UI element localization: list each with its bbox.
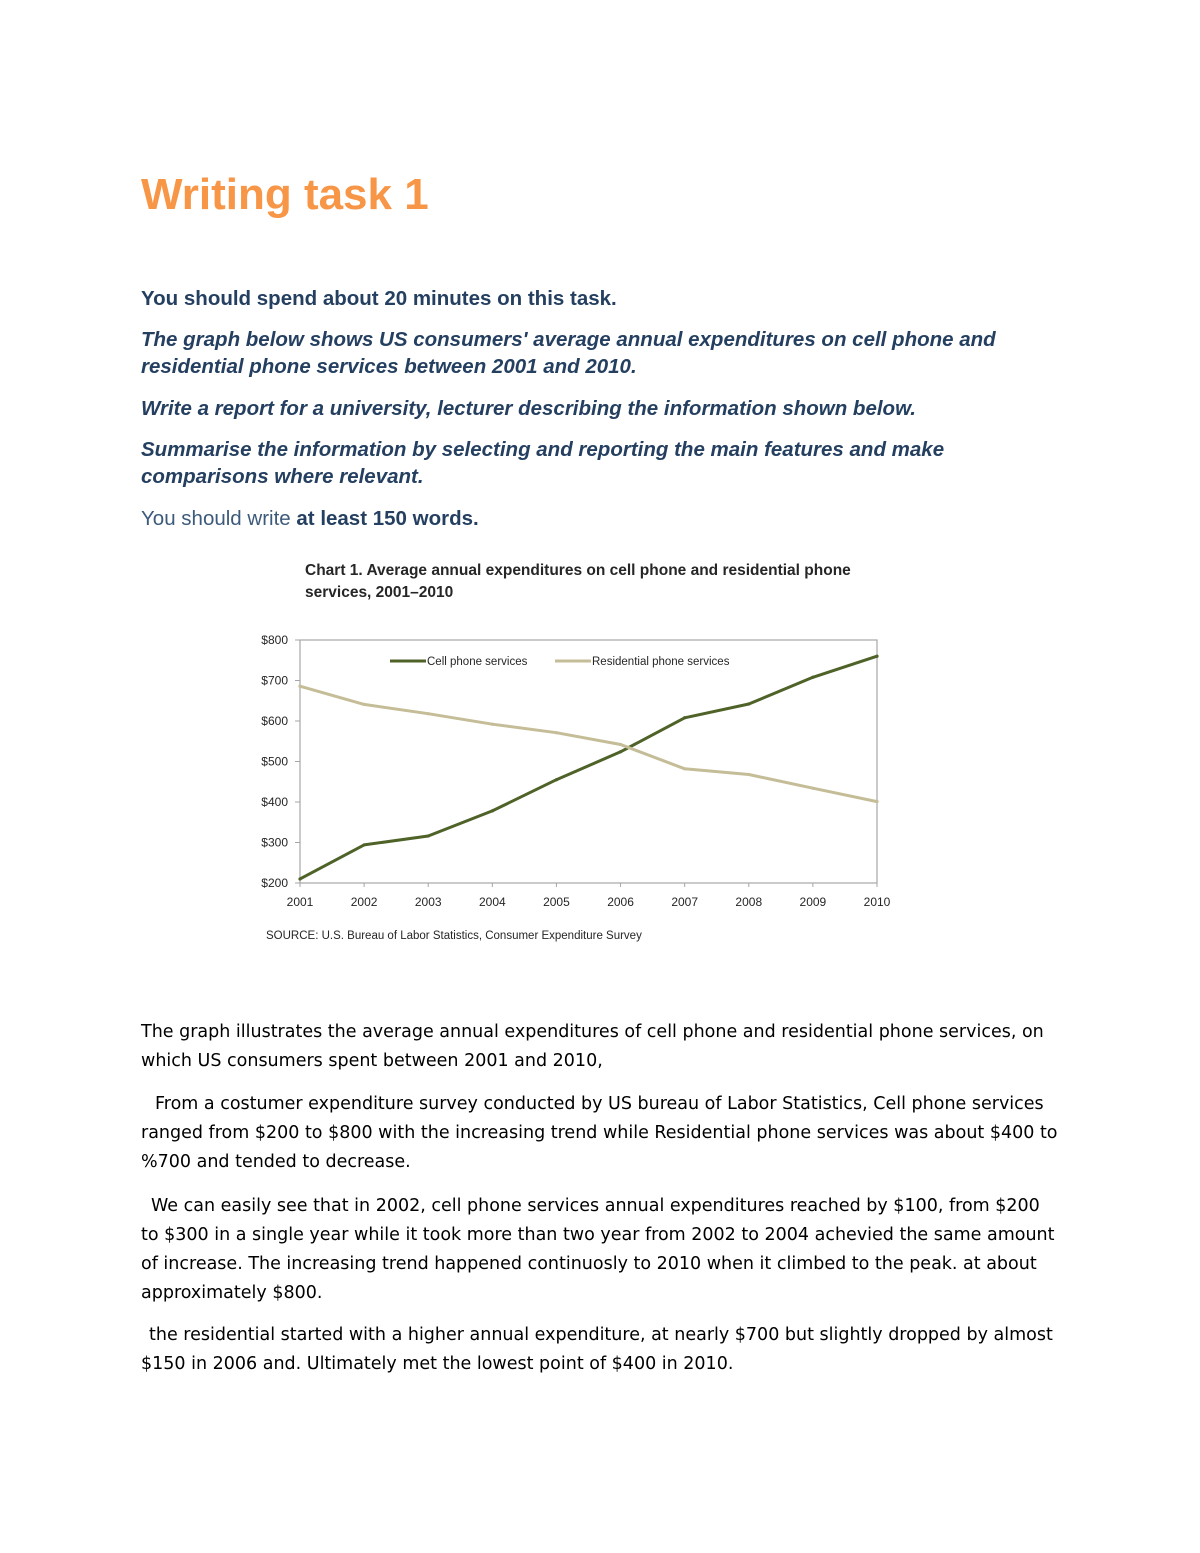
chart-lines: [298, 655, 878, 881]
data-point: [555, 731, 558, 734]
word-count-requirement: at least 150 words.: [296, 507, 479, 530]
essay-paragraph-1: The graph illustrates the average annual expenditures of cell phone and residential phone services, on which US consumers spent between 2001 and 2010,: [141, 1022, 1044, 1071]
data-point: [298, 877, 301, 880]
instruction-summarise: Summarise the information by selecting and reporting the main features and make comparisons where relevant.: [141, 438, 945, 488]
legend-label: Residential phone services: [592, 656, 730, 668]
instruction-report: Write a report for a university, lecturer describing the information shown below.: [141, 397, 916, 420]
chart-source: SOURCE: U.S. Bureau of Labor Statistics, Consumer Expenditure Survey: [266, 930, 642, 942]
data-point: [619, 743, 622, 746]
plot-area-frame: [300, 640, 877, 883]
chart-legend: [390, 656, 730, 668]
data-point: [747, 702, 750, 705]
y-tick-label: $500: [261, 754, 288, 769]
data-point: [427, 712, 430, 715]
y-tick-label: $300: [261, 835, 288, 850]
chart-title: Chart 1. Average annual expenditures on cell phone and residential phone services, 2001–2010: [305, 562, 851, 601]
y-tick-label: $200: [261, 876, 288, 890]
x-tick-label: 2010: [863, 895, 891, 909]
data-point: [811, 676, 814, 679]
data-point: [811, 787, 814, 790]
x-tick-label: 2005: [543, 895, 570, 909]
instruction-graph: The graph below shows US consumers' average annual expenditures on cell phone and residential phone services between 2001 and 2010.: [141, 328, 996, 378]
data-point: [298, 685, 301, 688]
instruction-word-count: [141, 505, 1041, 532]
y-tick-label: $600: [261, 714, 288, 728]
x-tick-label: 2001: [286, 895, 314, 909]
x-tick-label: 2006: [607, 895, 634, 909]
data-point: [747, 773, 750, 776]
instruction-time: You should spend about 20 minutes on this task.: [141, 287, 617, 310]
series-line-cell-phone: [300, 656, 877, 879]
line-chart: [240, 620, 920, 920]
word-count-prefix: You should write: [141, 507, 291, 530]
x-tick-label: 2002: [350, 895, 378, 909]
x-tick-label: 2004: [478, 895, 506, 909]
y-tick-label: $800: [261, 633, 288, 647]
x-tick-label: 2009: [799, 895, 827, 909]
series-line-residential: [300, 686, 877, 801]
data-point: [683, 716, 686, 719]
essay-paragraph-3: We can easily see that in 2002, cell phone services annual expenditures reached by $100, from $200 to $300 in a single year while it took more than two year from 2002 to 2004 achevied the same amount of increase. The increasing trend happened continuosly to 2010 when it climbed to the peak. at about approximately $800.: [141, 1196, 1055, 1303]
data-point: [491, 723, 494, 726]
page-title: Writing task 1: [141, 170, 429, 219]
x-tick-label: 2003: [414, 895, 442, 909]
y-tick-label: $700: [261, 673, 288, 688]
data-point: [363, 703, 366, 706]
data-point: [491, 809, 494, 812]
data-point: [427, 834, 430, 837]
essay-paragraph-2: From a costumer expenditure survey conducted by US bureau of Labor Statistics, Cell phone services ranged from $200 to $800 with the increasing trend while Residential phone services was about $400 to %700 and tended to decrease.: [141, 1094, 1058, 1172]
data-point: [875, 800, 878, 803]
x-tick-label: 2007: [671, 895, 699, 909]
essay-paragraph-4: the residential started with a higher annual expenditure, at nearly $700 but slightly dropped by almost $150 in 2006 and. Ultimately met the lowest point of $400 in 2010.: [141, 1325, 1053, 1374]
x-tick-label: 2008: [735, 895, 763, 909]
data-point: [683, 767, 686, 770]
data-point: [875, 655, 878, 658]
legend-label: Cell phone services: [427, 656, 528, 668]
data-point: [555, 778, 558, 781]
y-tick-label: $400: [261, 795, 288, 809]
data-point: [363, 843, 366, 846]
data-point: [619, 750, 622, 753]
